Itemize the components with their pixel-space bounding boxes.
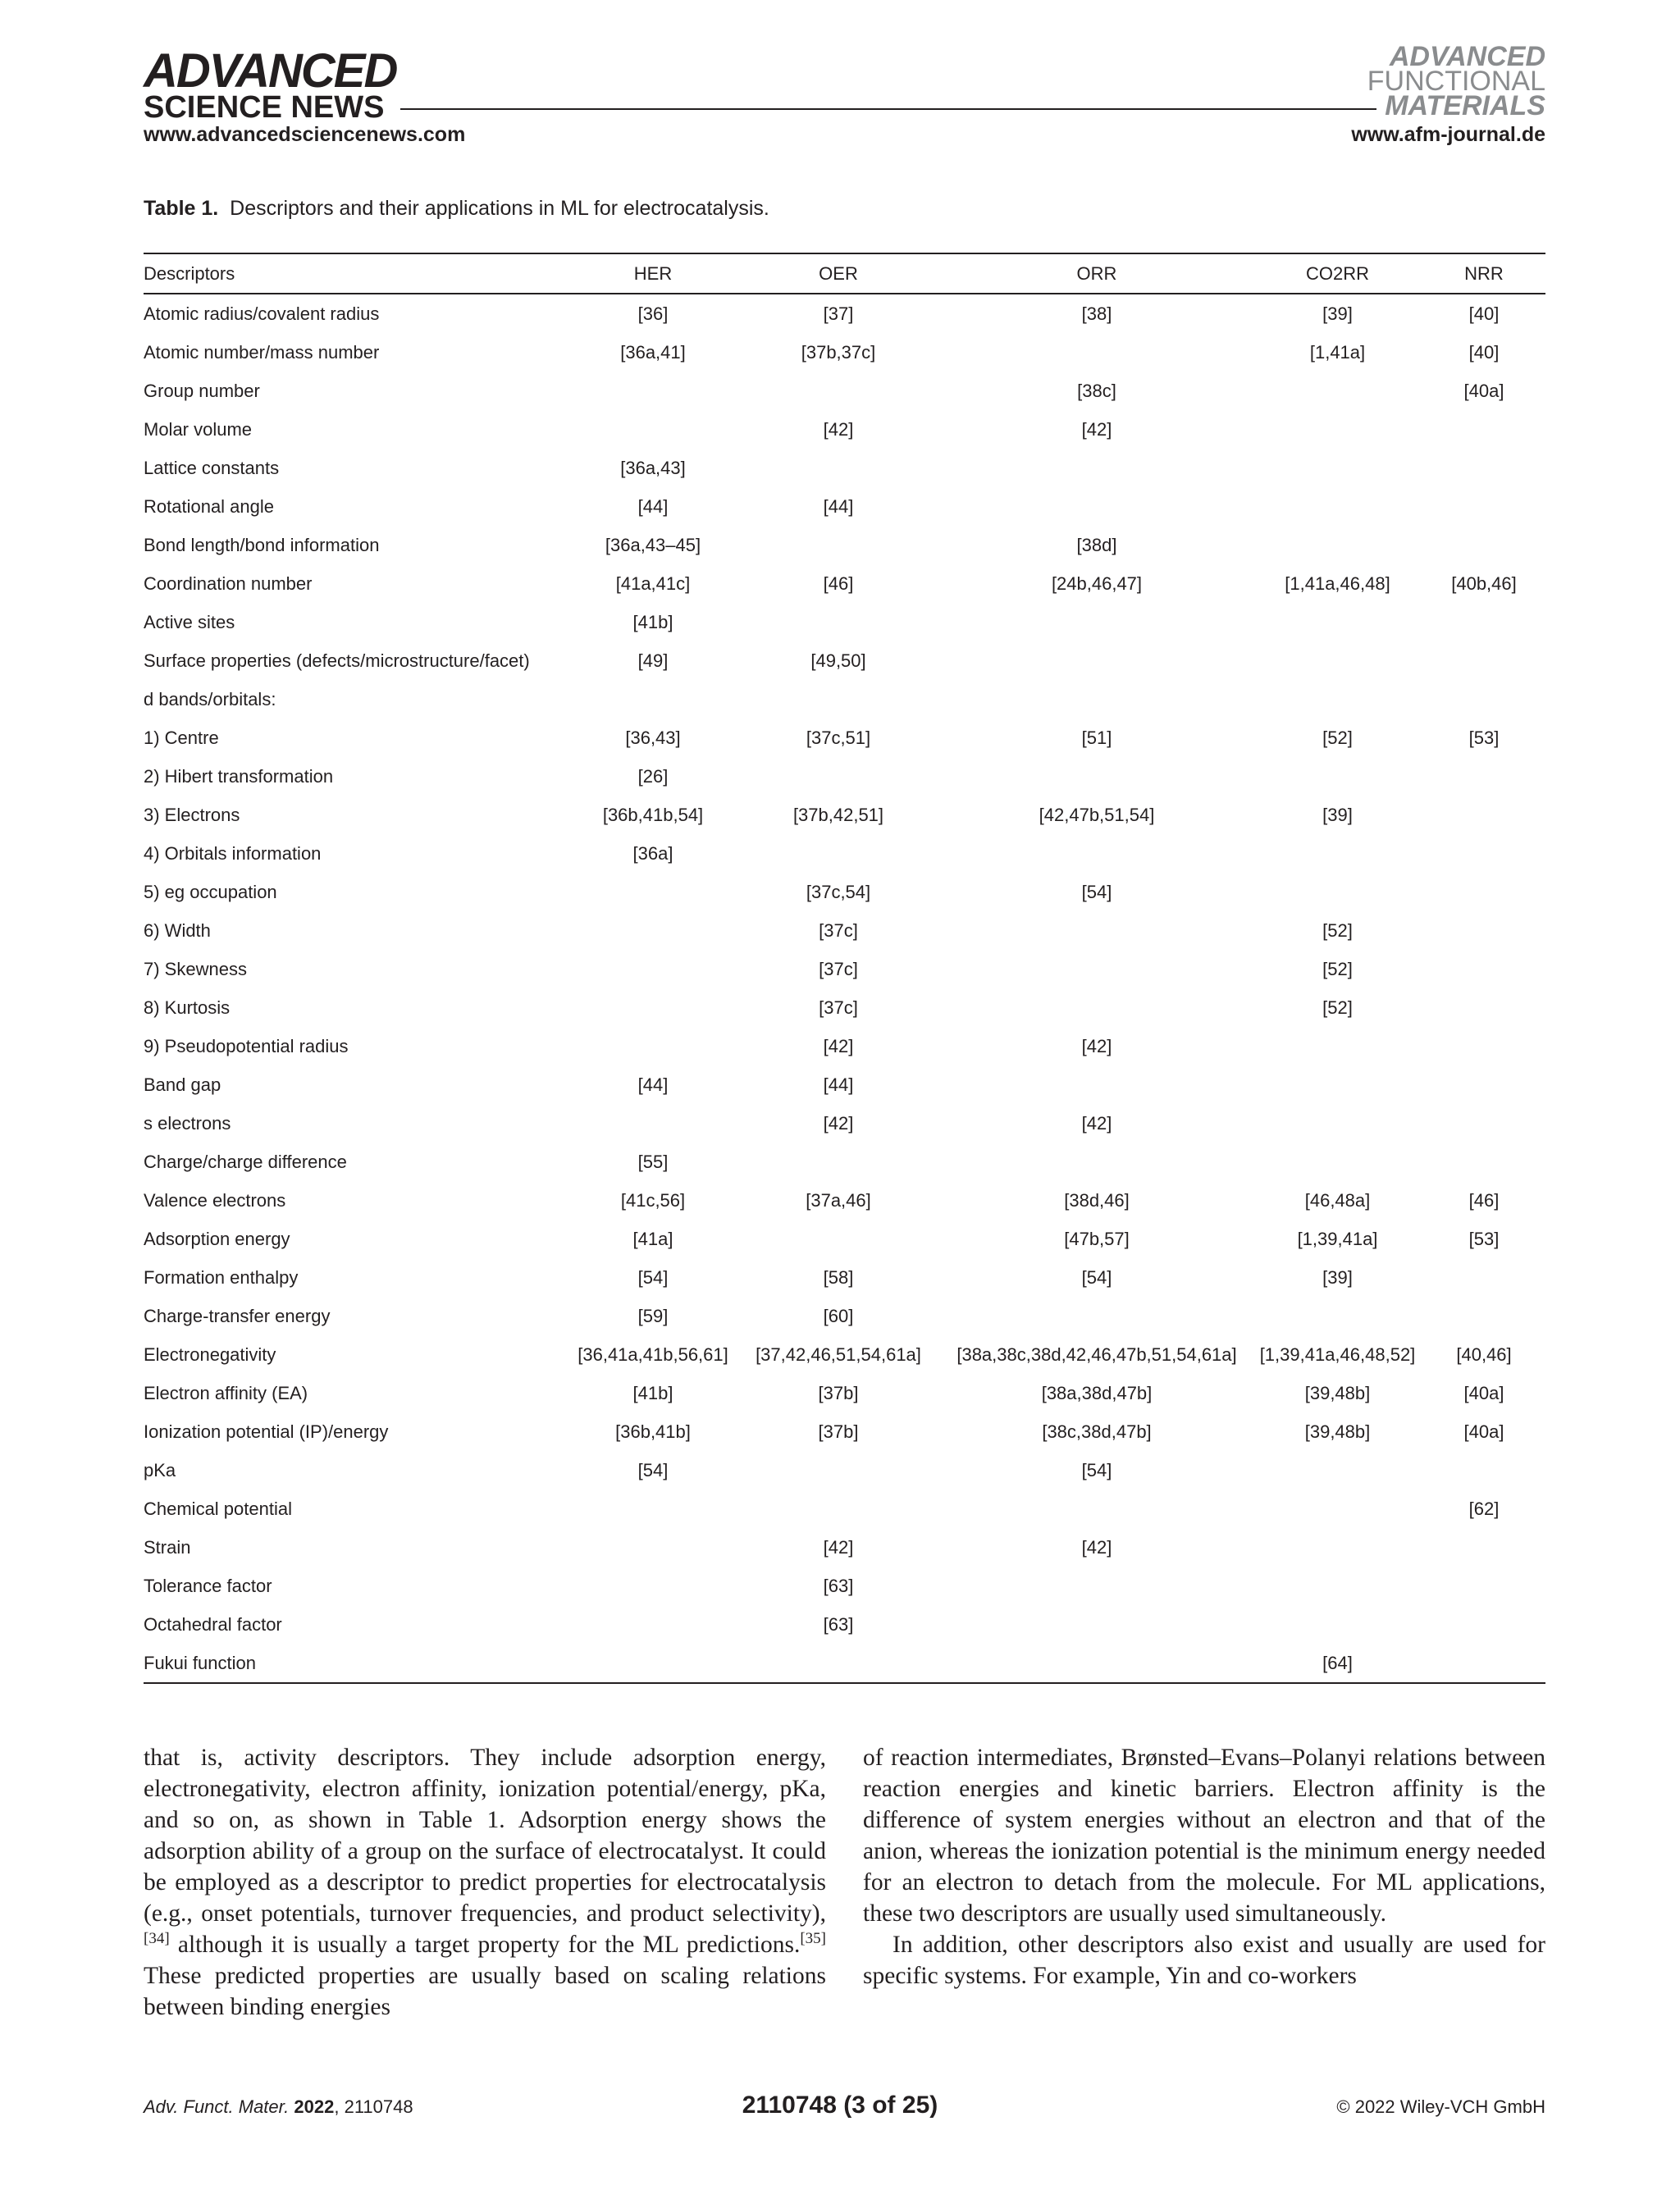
cell-orr: [24b,46,47] [1051,573,1143,594]
cell-orr [941,641,1253,680]
table-caption-label: Table 1. [144,197,219,220]
cell-orr [941,1644,1253,1683]
journal-logo-line2: FUNCTIONAL [1367,66,1545,97]
cell-orr: [38d] [1076,534,1117,555]
cell-orr [941,333,1253,372]
cell-co2rr [1253,526,1422,564]
cell-oer: [49,50] [810,650,866,671]
cell-her: [41b] [632,1382,673,1403]
table-row [144,988,1545,1027]
table-row [144,1104,1545,1143]
cell-nrr: [40,46] [1456,1344,1512,1365]
cell-oer [736,1220,941,1258]
cell-descriptor: 1) Centre [144,727,219,748]
cell-her: [36b,41b,54] [602,804,704,825]
table-row [144,873,1545,911]
table-row [144,1567,1545,1605]
cell-oer [736,834,941,873]
cell-descriptor: Atomic radius/covalent radius [144,303,380,324]
cell-orr: [42,47b,51,54] [1039,804,1155,825]
cell-orr [941,988,1253,1027]
table-header [144,253,1545,294]
table-row [144,1258,1545,1297]
cell-descriptor: 2) Hibert transformation [144,765,334,787]
cell-oer [736,526,941,564]
cell-nrr: [53] [1468,1228,1500,1249]
table-row [144,564,1545,603]
cell-co2rr [1253,834,1422,873]
table-row [144,950,1545,988]
cell-her: [36a,41] [620,341,686,363]
journal-logo-line3: MATERIALS [1385,90,1545,121]
table-row [144,1605,1545,1644]
cell-her: [55] [637,1151,669,1172]
footer-year: 2022 [294,2096,335,2117]
cell-descriptor: Charge/charge difference [144,1151,347,1172]
cell-nrr: [62] [1468,1498,1500,1519]
cell-oer: [42] [823,1112,854,1134]
cell-nrr [1422,1528,1545,1567]
cell-her [570,1644,736,1683]
cell-her: [36a,43–45] [605,534,701,555]
citation-35[interactable]: [35] [800,1930,826,1948]
table-row [144,1065,1545,1104]
cell-nrr: [40] [1468,303,1500,324]
table-row [144,1335,1545,1374]
table-row [144,1644,1545,1683]
cell-nrr [1422,641,1545,680]
cell-oer: [37c,51] [806,727,871,748]
cell-descriptor: Strain [144,1536,191,1558]
cell-co2rr [1253,641,1422,680]
cell-co2rr: [39] [1322,303,1353,324]
cell-orr: [51] [1081,727,1112,748]
table-row [144,1412,1545,1451]
cell-co2rr [1253,410,1422,449]
cell-oer: [37b,37c] [801,341,876,363]
cell-descriptor: Bond length/bond information [144,534,380,555]
table-header-row [144,253,1545,294]
cell-descriptor: Band gap [144,1074,221,1095]
cell-co2rr [1253,1489,1422,1528]
cell-descriptor: Electron affinity (EA) [144,1382,308,1403]
paragraph-text: These predicted properties are usually based on scaling relations between binding energies [144,1963,826,2020]
table-body [144,294,1545,1683]
header-rule [400,108,1376,110]
cell-her [570,680,736,719]
cell-nrr [1422,796,1545,834]
table-row [144,1181,1545,1220]
publisher-url-link[interactable]: www.advancedsciencenews.com [144,123,466,146]
cell-orr [941,1297,1253,1335]
table-row [144,333,1545,372]
cell-her [570,873,736,911]
journal-logo [1367,41,1545,121]
cell-nrr [1422,1027,1545,1065]
footer-journal-abbrev: Adv. Funct. Mater. [144,2096,290,2117]
cell-orr: [38a,38c,38d,42,46,47b,51,54,61a] [956,1344,1237,1365]
cell-her: [41a] [632,1228,673,1249]
table-row [144,1528,1545,1567]
cell-her [570,988,736,1027]
cell-orr [941,834,1253,873]
cell-co2rr: [1,39,41a,46,48,52] [1259,1344,1416,1365]
cell-descriptor: Charge-transfer energy [144,1305,331,1326]
cell-her [570,372,736,410]
cell-orr [941,1567,1253,1605]
cell-orr: [42] [1081,418,1112,440]
footer-article-number: , 2110748 [334,2096,413,2117]
cell-descriptor: Coordination number [144,573,313,594]
cell-nrr: [40b,46] [1451,573,1517,594]
cell-nrr: [40] [1468,341,1500,363]
table-row [144,294,1545,333]
publisher-logo [144,44,397,125]
cell-nrr [1422,410,1545,449]
cell-descriptor: 7) Skewness [144,958,247,979]
table-row [144,911,1545,950]
cell-descriptor: d bands/orbitals: [144,688,276,709]
citation-34[interactable]: [34] [144,1930,170,1948]
cell-descriptor: Rotational angle [144,495,275,517]
table-row [144,1027,1545,1065]
cell-descriptor: Tolerance factor [144,1575,272,1596]
cell-co2rr [1253,1104,1422,1143]
cell-orr [941,680,1253,719]
table-row [144,757,1545,796]
cell-descriptor: Octahedral factor [144,1613,282,1635]
cell-descriptor: Formation enthalpy [144,1266,299,1288]
cell-nrr [1422,1258,1545,1297]
cell-co2rr: [46,48a] [1304,1189,1371,1211]
cell-oer: [37b] [818,1421,859,1442]
paragraph-text: although it is usually a target property for the ML predictions. [169,1932,801,1958]
cell-co2rr: [39] [1322,1266,1353,1288]
cell-her: [54] [637,1266,669,1288]
cell-oer [736,1489,941,1528]
cell-nrr [1422,680,1545,719]
cell-nrr [1422,950,1545,988]
cell-her: [41b] [632,611,673,632]
cell-oer: [63] [823,1613,854,1635]
table-row [144,449,1545,487]
cell-nrr [1422,757,1545,796]
cell-descriptor: 4) Orbitals information [144,842,322,864]
cell-orr: [38a,38d,47b] [1041,1382,1153,1403]
cell-co2rr: [1,41a] [1309,341,1366,363]
table-row [144,410,1545,449]
cell-co2rr [1253,873,1422,911]
cell-oer [736,1143,941,1181]
cell-her [570,1605,736,1644]
cell-orr [941,950,1253,988]
cell-oer: [37a,46] [806,1189,871,1211]
cell-her: [26] [637,765,669,787]
cell-oer [736,372,941,410]
body-column-left [144,1742,826,2023]
cell-oer [736,1451,941,1489]
cell-co2rr [1253,1528,1422,1567]
table-row [144,1489,1545,1528]
cell-nrr [1422,1605,1545,1644]
cell-orr: [54] [1081,1266,1112,1288]
cell-her [570,1027,736,1065]
cell-nrr: [40a] [1463,1382,1504,1403]
cell-orr [941,1065,1253,1104]
cell-oer: [37b] [818,1382,859,1403]
cell-nrr [1422,526,1545,564]
cell-nrr [1422,988,1545,1027]
cell-descriptor: Valence electrons [144,1189,286,1211]
table-row [144,1451,1545,1489]
cell-descriptor: Atomic number/mass number [144,341,380,363]
cell-her [570,1104,736,1143]
paragraph-text: that is, activity descriptors. They include adsorption energy, electronegativity, electron affinity, ionization potential/energy, pKa, and so on, as shown in Table 1. Adsorption energy shows the adsorption ability of a group on the surface of electrocatalyst. It could be employed as a descriptor to predict properties for electrocatalysis (e.g., onset potentials, turnover frequencies, and product selectivity), [144,1745,826,1927]
cell-co2rr [1253,1567,1422,1605]
column-header-descriptors: Descriptors [144,262,235,284]
cell-oer [736,449,941,487]
cell-co2rr: [1,39,41a] [1297,1228,1378,1249]
cell-nrr [1422,1104,1545,1143]
table-row [144,1297,1545,1335]
cell-orr [941,911,1253,950]
cell-her: [44] [637,1074,669,1095]
cell-descriptor: Active sites [144,611,235,632]
cell-her: [49] [637,650,669,671]
cell-her [570,1528,736,1567]
cell-co2rr [1253,1451,1422,1489]
cell-descriptor: pKa [144,1459,176,1480]
table-row [144,719,1545,757]
cell-co2rr: [64] [1322,1652,1353,1673]
descriptors-table [144,253,1545,1684]
cell-her: [44] [637,495,669,517]
cell-co2rr [1253,1065,1422,1104]
cell-nrr [1422,1143,1545,1181]
cell-co2rr: [39,48b] [1304,1421,1371,1442]
body-column-right [863,1742,1545,1991]
cell-descriptor: 3) Electrons [144,804,240,825]
cell-nrr: [40a] [1463,380,1504,401]
cell-descriptor: 5) eg occupation [144,881,277,902]
cell-oer: [42] [823,1035,854,1056]
cell-oer: [37] [823,303,854,324]
cell-her: [36b,41b] [615,1421,691,1442]
cell-her: [41a,41c] [615,573,691,594]
cell-nrr: [53] [1468,727,1500,748]
cell-co2rr: [39,48b] [1304,1382,1371,1403]
cell-oer: [44] [823,1074,854,1095]
cell-her [570,1567,736,1605]
table-row [144,796,1545,834]
cell-descriptor: Molar volume [144,418,253,440]
cell-nrr [1422,911,1545,950]
cell-nrr [1422,1567,1545,1605]
cell-her: [36,43] [625,727,681,748]
cell-her: [36a,43] [620,457,686,478]
cell-co2rr: [52] [1322,727,1353,748]
cell-co2rr [1253,757,1422,796]
table-row [144,680,1545,719]
table-row [144,1374,1545,1412]
cell-orr: [42] [1081,1035,1112,1056]
cell-nrr: [46] [1468,1189,1500,1211]
cell-descriptor: Ionization potential (IP)/energy [144,1421,389,1442]
cell-co2rr [1253,1143,1422,1181]
column-header-co2rr: CO2RR [1305,262,1369,284]
cell-her [570,1489,736,1528]
cell-descriptor: 8) Kurtosis [144,997,231,1018]
cell-orr [941,1489,1253,1528]
cell-orr [941,603,1253,641]
cell-descriptor: Group number [144,380,260,401]
cell-orr [941,487,1253,526]
cell-her: [41c,56] [620,1189,686,1211]
table-row [144,603,1545,641]
column-header-oer: OER [819,262,858,284]
cell-descriptor: 9) Pseudopotential radius [144,1035,349,1056]
cell-descriptor: s electrons [144,1112,231,1134]
cell-co2rr: [52] [1322,919,1353,941]
cell-oer: [46] [823,573,854,594]
publisher-logo-line1: ADVANCED [144,44,397,98]
cell-oer [736,757,941,796]
footer-copyright: © 2022 Wiley-VCH GmbH [1336,2096,1545,2117]
column-header-nrr: NRR [1464,262,1504,284]
cell-co2rr [1253,1027,1422,1065]
cell-oer: [44] [823,495,854,517]
column-header-orr: ORR [1076,262,1117,284]
cell-oer: [37c,54] [806,881,871,902]
cell-co2rr: [39] [1322,804,1353,825]
cell-nrr [1422,834,1545,873]
cell-orr: [38c,38d,47b] [1042,1421,1152,1442]
cell-nrr [1422,487,1545,526]
cell-orr [941,1143,1253,1181]
cell-her [570,911,736,950]
cell-her: [36a] [632,842,673,864]
cell-co2rr: [52] [1322,997,1353,1018]
cell-her: [54] [637,1459,669,1480]
cell-her: [59] [637,1305,669,1326]
cell-orr: [54] [1081,1459,1112,1480]
cell-co2rr [1253,1297,1422,1335]
cell-orr: [38d,46] [1064,1189,1130,1211]
cell-nrr [1422,873,1545,911]
table-caption [144,197,769,221]
cell-descriptor: Fukui function [144,1652,256,1673]
cell-oer [736,603,941,641]
cell-nrr [1422,1451,1545,1489]
table-row [144,834,1545,873]
publisher-logo-line2: SCIENCE NEWS [144,90,385,125]
cell-descriptor: Electronegativity [144,1344,276,1365]
cell-her [570,410,736,449]
paragraph: In addition, other descriptors also exist and usually are used for specific systems. For example, Yin and co-workers [863,1932,1545,1989]
cell-descriptor: Chemical potential [144,1498,292,1519]
cell-oer: [42] [823,1536,854,1558]
cell-co2rr [1253,372,1422,410]
cell-orr [941,1605,1253,1644]
column-header-her: HER [633,262,673,284]
table-row [144,372,1545,410]
cell-nrr [1422,1644,1545,1683]
table-row [144,1143,1545,1181]
cell-oer [736,1644,941,1683]
cell-oer: [37,42,46,51,54,61a] [756,1344,921,1365]
cell-descriptor: Adsorption energy [144,1228,290,1249]
cell-orr [941,757,1253,796]
journal-url-link[interactable]: www.afm-journal.de [1351,123,1545,146]
paragraph: of reaction intermediates, Brønsted–Evans–Polanyi relations between reaction energies and kinetic barriers. Electron affinity is the difference of system energies without an electron and that of the anion, whereas the ionization potential is the minimum energy needed for an electron to detach from the molecule. For ML applications, these two descriptors are usually used simultaneously. [863,1745,1545,1927]
cell-nrr [1422,449,1545,487]
page-number: 2110748 (3 of 25) [742,2092,938,2119]
cell-orr: [38c] [1077,380,1116,401]
table-row [144,487,1545,526]
cell-orr: [38] [1081,303,1112,324]
cell-oer: [37c] [819,958,858,979]
cell-oer: [42] [823,418,854,440]
cell-oer: [37c] [819,997,858,1018]
cell-descriptor: Lattice constants [144,457,280,478]
cell-nrr: [40a] [1463,1421,1504,1442]
cell-co2rr [1253,487,1422,526]
cell-oer: [63] [823,1575,854,1596]
cell-orr: [47b,57] [1064,1228,1130,1249]
table-row [144,1220,1545,1258]
cell-nrr [1422,1065,1545,1104]
cell-nrr [1422,1297,1545,1335]
cell-co2rr [1253,680,1422,719]
cell-oer: [37b,42,51] [792,804,884,825]
table-caption-text: Descriptors and their applications in ML for electrocatalysis. [230,197,769,220]
cell-oer: [58] [823,1266,854,1288]
cell-oer [736,680,941,719]
cell-co2rr: [1,41a,46,48] [1285,573,1390,594]
cell-her [570,950,736,988]
cell-orr: [42] [1081,1536,1112,1558]
paragraph [144,1742,826,2023]
cell-co2rr: [52] [1322,958,1353,979]
cell-orr [941,449,1253,487]
cell-her: [36,41a,41b,56,61] [578,1344,728,1365]
cell-co2rr [1253,449,1422,487]
cell-nrr [1422,603,1545,641]
cell-co2rr [1253,1605,1422,1644]
cell-orr: [42] [1081,1112,1112,1134]
cell-co2rr [1253,603,1422,641]
cell-orr: [54] [1081,881,1112,902]
cell-descriptor: Surface properties (defects/microstructure/facet) [144,650,530,671]
table-row [144,641,1545,680]
cell-oer: [60] [823,1305,854,1326]
journal-logo-line1: ADVANCED [1389,41,1545,72]
cell-descriptor: 6) Width [144,919,211,941]
cell-her: [36] [637,303,669,324]
cell-oer: [37c] [819,919,858,941]
table-row [144,526,1545,564]
